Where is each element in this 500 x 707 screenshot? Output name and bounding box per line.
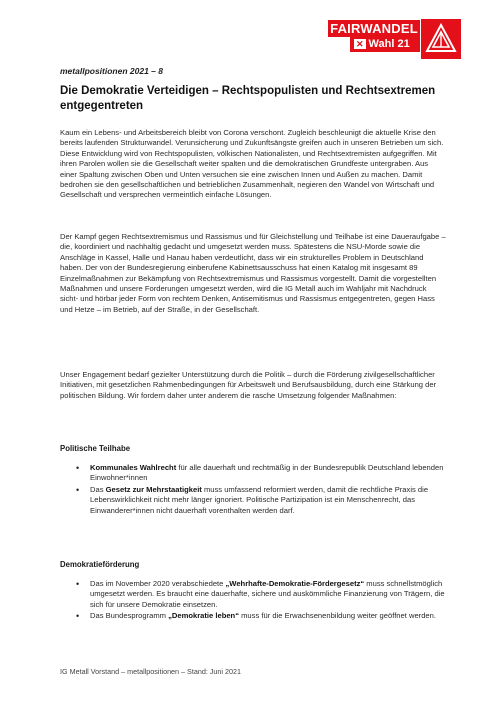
- page-footer: IG Metall Vorstand – metallpositionen – Stand: Juni 2021: [60, 667, 241, 676]
- list-item-prefix: Das im November 2020 verabschiedete: [90, 579, 226, 588]
- list-item: [76, 463, 446, 484]
- list-item-text: muss umfassend reformiert werden, damit die rechtliche Praxis die Lebenswirklichkeit nicht mehr länger ignoriert. Politische Partizipation ist ein Menschenrecht, das Einwanderer*innen nicht dauerhaft vorenthalten werden darf.: [90, 484, 429, 515]
- wahl21-logo-text: Wahl 21: [368, 38, 410, 50]
- list-item: [76, 485, 446, 516]
- list-item: [76, 579, 446, 610]
- paragraph-demands: Unser Engagement bedarf gezielter Unterstützung durch die Politik – durch die Förderung zivilgesellschaftlicher Initiativen, mit gesetzlichen Rahmenbedingungen für Arbeitswelt und Berufsausbildung, durch eine Stärkung der politischen Bildung. Wir fordern daher unter anderem die rasche Umsetzung folgender Maßnahmen:: [60, 370, 437, 400]
- wahl21-logo-bar: [350, 37, 420, 52]
- list-item-prefix: Das Bundesprogramm: [90, 611, 169, 621]
- list-item-bold: „Demokratie leben“: [168, 611, 239, 621]
- list-item-text: muss schnellstmöglich umgesetzt werden. Es braucht eine dauerhafte, sichere und auskömmliche Finanzierung von Trägern, die sich für unsere Demokratie einsetzen.: [90, 579, 445, 609]
- paragraph-struggle: Der Kampf gegen Rechtsextremismus und Rassismus und für Gleichstellung und Teilhabe ist eine Daueraufgabe – die, koordiniert und nachhaltig gedacht und umgesetzt werden muss. Spätestens die NSU-Morde sowie die Anschläge in Kassel, Halle und Hanau haben verdeutlicht, dass wir ein strukturelles Problem in Deutschland haben. Der von der Bundesregierung einberufene Kabinettsausschuss hat einen Katalog mit insgesamt 89 Einzelmaßnahmen zur Bekämpfung von Rechtsextremismus und Rassismus vorgestellt. Damit die vorgestellten Maßnahmen und unsere Forderungen umgesetzt werden, wird die IG Metall auch im Wahljahr mit Nachdruck sicht- und hörbar jeder Form von rechtem Denken, Antisemitismus und Rassismus entgegentreten, gegen Hass und Hetze – im Betrieb, auf der Straße, in der Gesellschaft.: [60, 232, 446, 314]
- list-item-bold: Kommunales Wahlrecht: [90, 463, 177, 472]
- ig-metall-logo-icon: [421, 19, 461, 59]
- list-item-prefix: Das: [90, 484, 106, 494]
- section-heading-democracy-promotion: Demokratieförderung: [60, 560, 140, 569]
- list-item-text: muss für die Erwachsenenbildung weiter geöffnet werden.: [239, 611, 436, 621]
- checkbox-icon: ✕: [356, 39, 364, 49]
- paragraph-intro: Kaum ein Lebens- und Arbeitsbereich bleibt von Corona verschont. Zugleich beschleunigt die aktuelle Krise den bereits laufenden Strukturwandel. Verunsicherung und Zukunftsängste greifen auch in unseren Betrieben um sich. Diese Entwicklung wird von Rechtspopulisten, völkischen Nationalisten, und Rechtsextremisten aufgegriffen. Mit ihren Parolen wollen sie die Gesellschaft weiter spalten und die demokratischen Grundfeste untergraben. Aus einer Spaltung zwischen Oben und Unten versuchen sie eine zwischen Innen und Außen zu machen. Damit bedrohen sie den gesellschaftlichen und betrieblichen Zusammenhalt, negieren den Wandel von Wirtschaft und Gesellschaft und versprechen vermeintlich einfache Lösungen.: [60, 128, 444, 200]
- fairwandel-logo-text: FAIRWANDEL: [328, 20, 420, 37]
- bullet-list-political-participation: [76, 463, 446, 517]
- page-title: Die Demokratie Verteidigen – Rechtspopulisten und Rechtsextremen entgegentreten: [60, 85, 436, 112]
- list-item: [76, 611, 446, 621]
- list-item-bold: Gesetz zur Mehrstaatigkeit: [105, 484, 202, 494]
- series-label: metallpositionen 2021 – 8: [60, 66, 163, 76]
- bullet-list-democracy-promotion: [76, 579, 446, 623]
- section-heading-political-participation: Politische Teilhabe: [60, 444, 131, 453]
- list-item-bold: „Wehrhafte-Demokratie-Fördergesetz“: [225, 579, 365, 588]
- fairwandel-logo: [328, 20, 420, 53]
- list-item-text: für alle dauerhaft und rechtmäßig in der Bundesrepublik Deutschland lebenden Einwohner*innen: [90, 463, 444, 483]
